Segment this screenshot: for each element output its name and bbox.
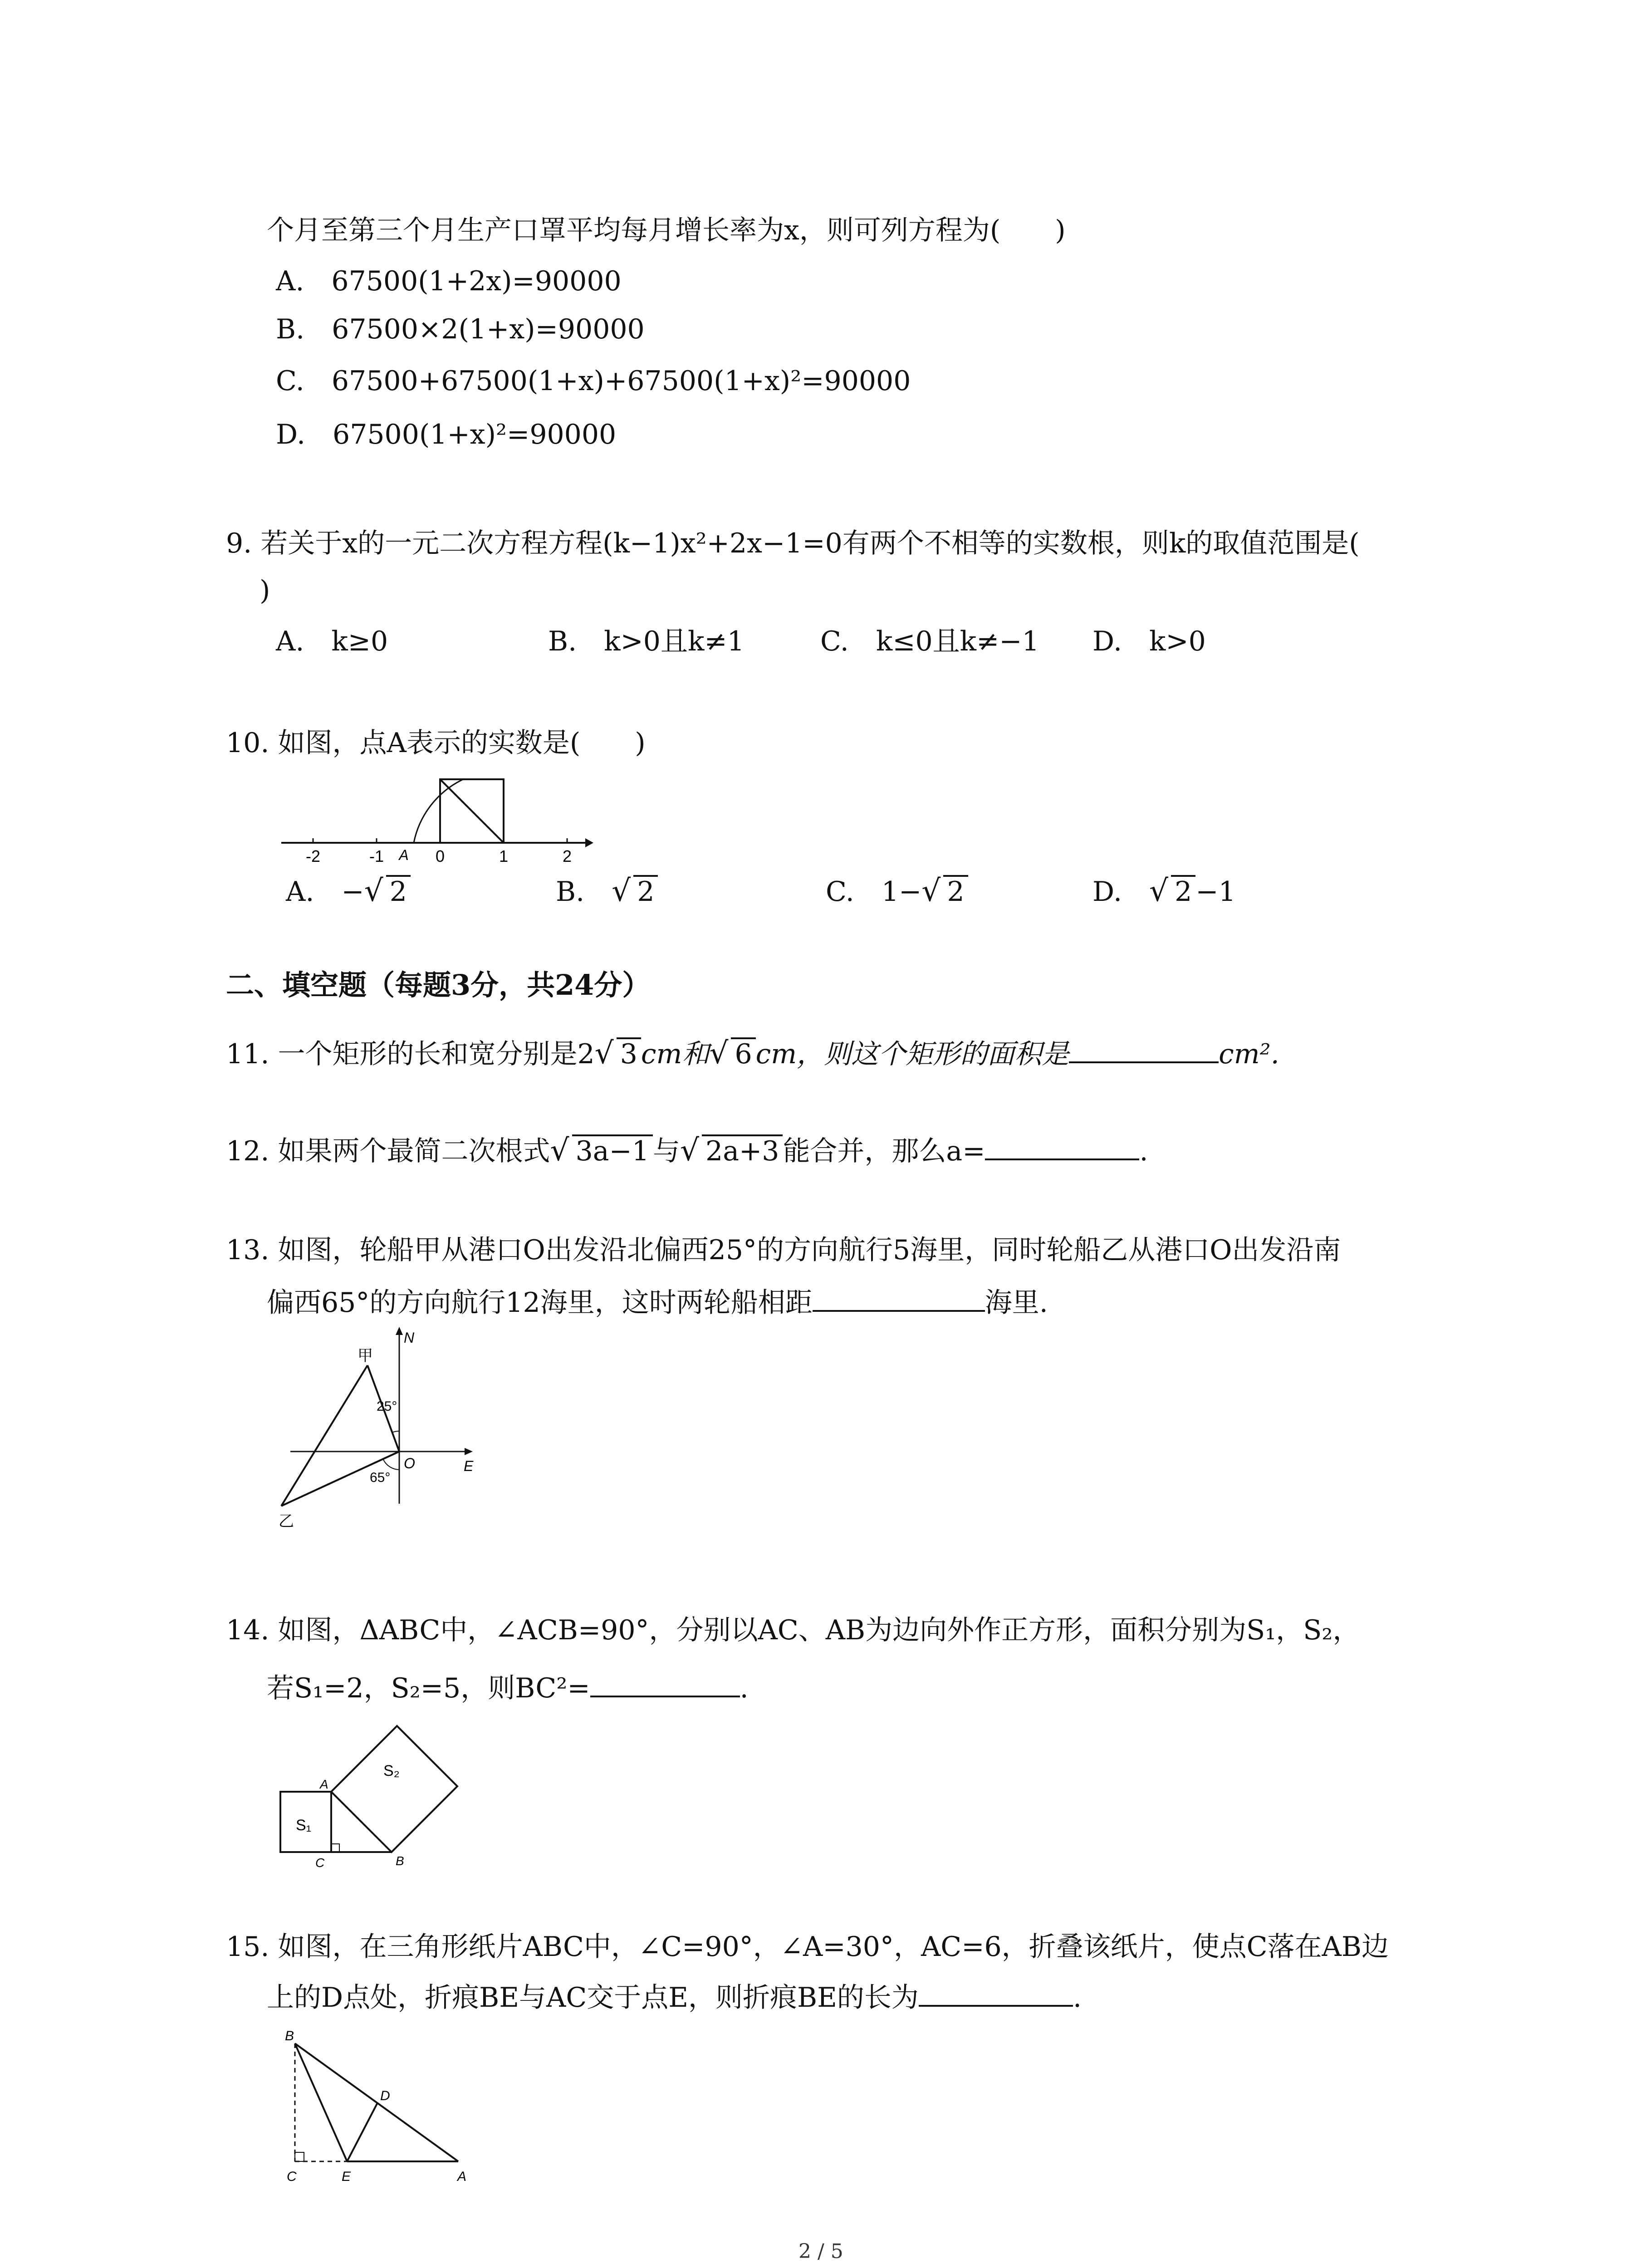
q14-stem-line1: 14. 如图，ΔABC中，∠ACB=90°，分别以AC、AB为边向外作正方形，面积分别为S₁，S₂， xyxy=(226,1614,1360,1646)
q13-stem-line1: 13. 如图，轮船甲从港口O出发沿北偏西25°的方向航行5海里，同时轮船乙从港口O出发沿南 xyxy=(226,1234,1341,1266)
label-c: C xyxy=(315,1856,325,1870)
label-c: C xyxy=(287,2169,297,2184)
q13-stem-line2: 偏西65°的方向航行12海里，这时两轮船相距 海里. xyxy=(267,1282,1048,1321)
tick-label-0: 0 xyxy=(435,847,445,865)
q10-number-line-figure xyxy=(272,767,599,871)
q11-stem: 11. 一个矩形的长和宽分别是2√ 3 cm和√ 6 cm，则这个矩形的面积是 cm². xyxy=(226,1033,1279,1072)
tick-label-1: 1 xyxy=(499,847,509,865)
label-angle-65: 65° xyxy=(370,1470,391,1485)
label-s1: S₁ xyxy=(296,1817,312,1834)
fold-line-be xyxy=(295,2043,347,2161)
point-a-label: A xyxy=(399,847,409,863)
label-e: E xyxy=(342,2169,351,2184)
q14-answer-blank[interactable] xyxy=(590,1667,740,1697)
square-diagonal xyxy=(440,779,504,843)
q15-stem-line1: 15. 如图，在三角形纸片ABC中，∠C=90°，∠A=30°，AC=6，折叠该纸片，使点C落在AB边 xyxy=(226,1931,1389,1963)
label-b: B xyxy=(396,1854,404,1868)
q14-stem-line2: 若S₁=2，S₂=5，则BC²= . xyxy=(267,1667,749,1706)
q10-option-b: B. √ 2 xyxy=(556,873,658,910)
label-b: B xyxy=(285,2028,294,2043)
angle-arc-25 xyxy=(392,1431,399,1432)
label-a: A xyxy=(457,2169,467,2184)
q9-option-d: D. k>0 xyxy=(1092,626,1206,657)
angle-arc-65 xyxy=(383,1460,399,1470)
label-d: D xyxy=(380,2088,390,2103)
segment-ed xyxy=(347,2103,377,2161)
number-line-arrow xyxy=(585,838,593,847)
tick-label-neg1: -1 xyxy=(369,847,384,865)
label-jia: 甲 xyxy=(358,1347,373,1364)
tick-label-2: 2 xyxy=(562,847,572,865)
q12-answer-blank[interactable] xyxy=(985,1130,1139,1160)
q9-option-c: C. k≤0且k≠−1 xyxy=(820,626,1039,657)
q10-option-a: A. −√ 2 xyxy=(286,873,411,910)
east-arrow xyxy=(465,1448,473,1455)
q9-option-b: B. k>0且k≠1 xyxy=(548,626,745,657)
compass-arc xyxy=(414,779,464,843)
q9-stem-close: ) xyxy=(260,575,270,606)
label-angle-25: 25° xyxy=(377,1399,397,1414)
page-number: 2 / 5 xyxy=(798,2240,843,2263)
label-n: N xyxy=(404,1330,415,1346)
q9-option-a: A. k≥0 xyxy=(276,626,388,657)
q10-stem: 10. 如图，点A表示的实数是( ) xyxy=(226,727,646,759)
q8-option-c: C. 67500+67500(1+x)+67500(1+x)²=90000 xyxy=(276,365,911,397)
label-yi: 乙 xyxy=(279,1513,294,1530)
segment-jia-yi xyxy=(281,1365,367,1506)
q10-option-d: D. √ 2 −1 xyxy=(1092,873,1236,908)
q8-option-d: D. 67500(1+x)²=90000 xyxy=(276,419,617,450)
q8-option-a: A. 67500(1+2x)=90000 xyxy=(276,265,622,297)
q8-stem-continued: 个月至第三个月生产口罩平均每月增长率为x，则可列方程为( ) xyxy=(267,215,1066,246)
label-e: E xyxy=(464,1458,474,1474)
q14-squares-figure xyxy=(268,1715,467,1878)
right-angle-mark xyxy=(331,1844,339,1852)
right-angle-mark xyxy=(295,2152,304,2161)
square-s2 xyxy=(331,1726,457,1852)
q15-stem-line2: 上的D点处，折痕BE与AC交于点E，则折痕BE的长为 . xyxy=(267,1977,1082,2016)
q13-answer-blank[interactable] xyxy=(813,1282,985,1312)
label-o: O xyxy=(404,1455,415,1471)
section-2-title: 二、填空题（每题3分，共24分） xyxy=(226,968,651,1002)
label-s2: S₂ xyxy=(383,1762,400,1779)
q15-answer-blank[interactable] xyxy=(919,1977,1073,2007)
q11-answer-blank[interactable] xyxy=(1069,1033,1219,1063)
segment-ba xyxy=(295,2043,458,2161)
q8-option-b: B. 67500×2(1+x)=90000 xyxy=(276,313,645,345)
label-a: A xyxy=(320,1777,328,1791)
q9-stem: 9. 若关于x的一元二次方程方程(k−1)x²+2x−1=0有两个不相等的实数根，则k的取值范围是( xyxy=(226,528,1360,559)
q10-option-c: C. 1−√ 2 xyxy=(826,873,968,910)
q13-ship-figure xyxy=(268,1322,495,1549)
q12-stem: 12. 如果两个最简二次根式√ 3a−1 与√ 2a+3 能合并，那么a= . xyxy=(226,1130,1148,1169)
tick-label-neg2: -2 xyxy=(305,847,321,865)
q15-fold-figure xyxy=(277,2023,490,2191)
north-arrow xyxy=(396,1327,403,1335)
